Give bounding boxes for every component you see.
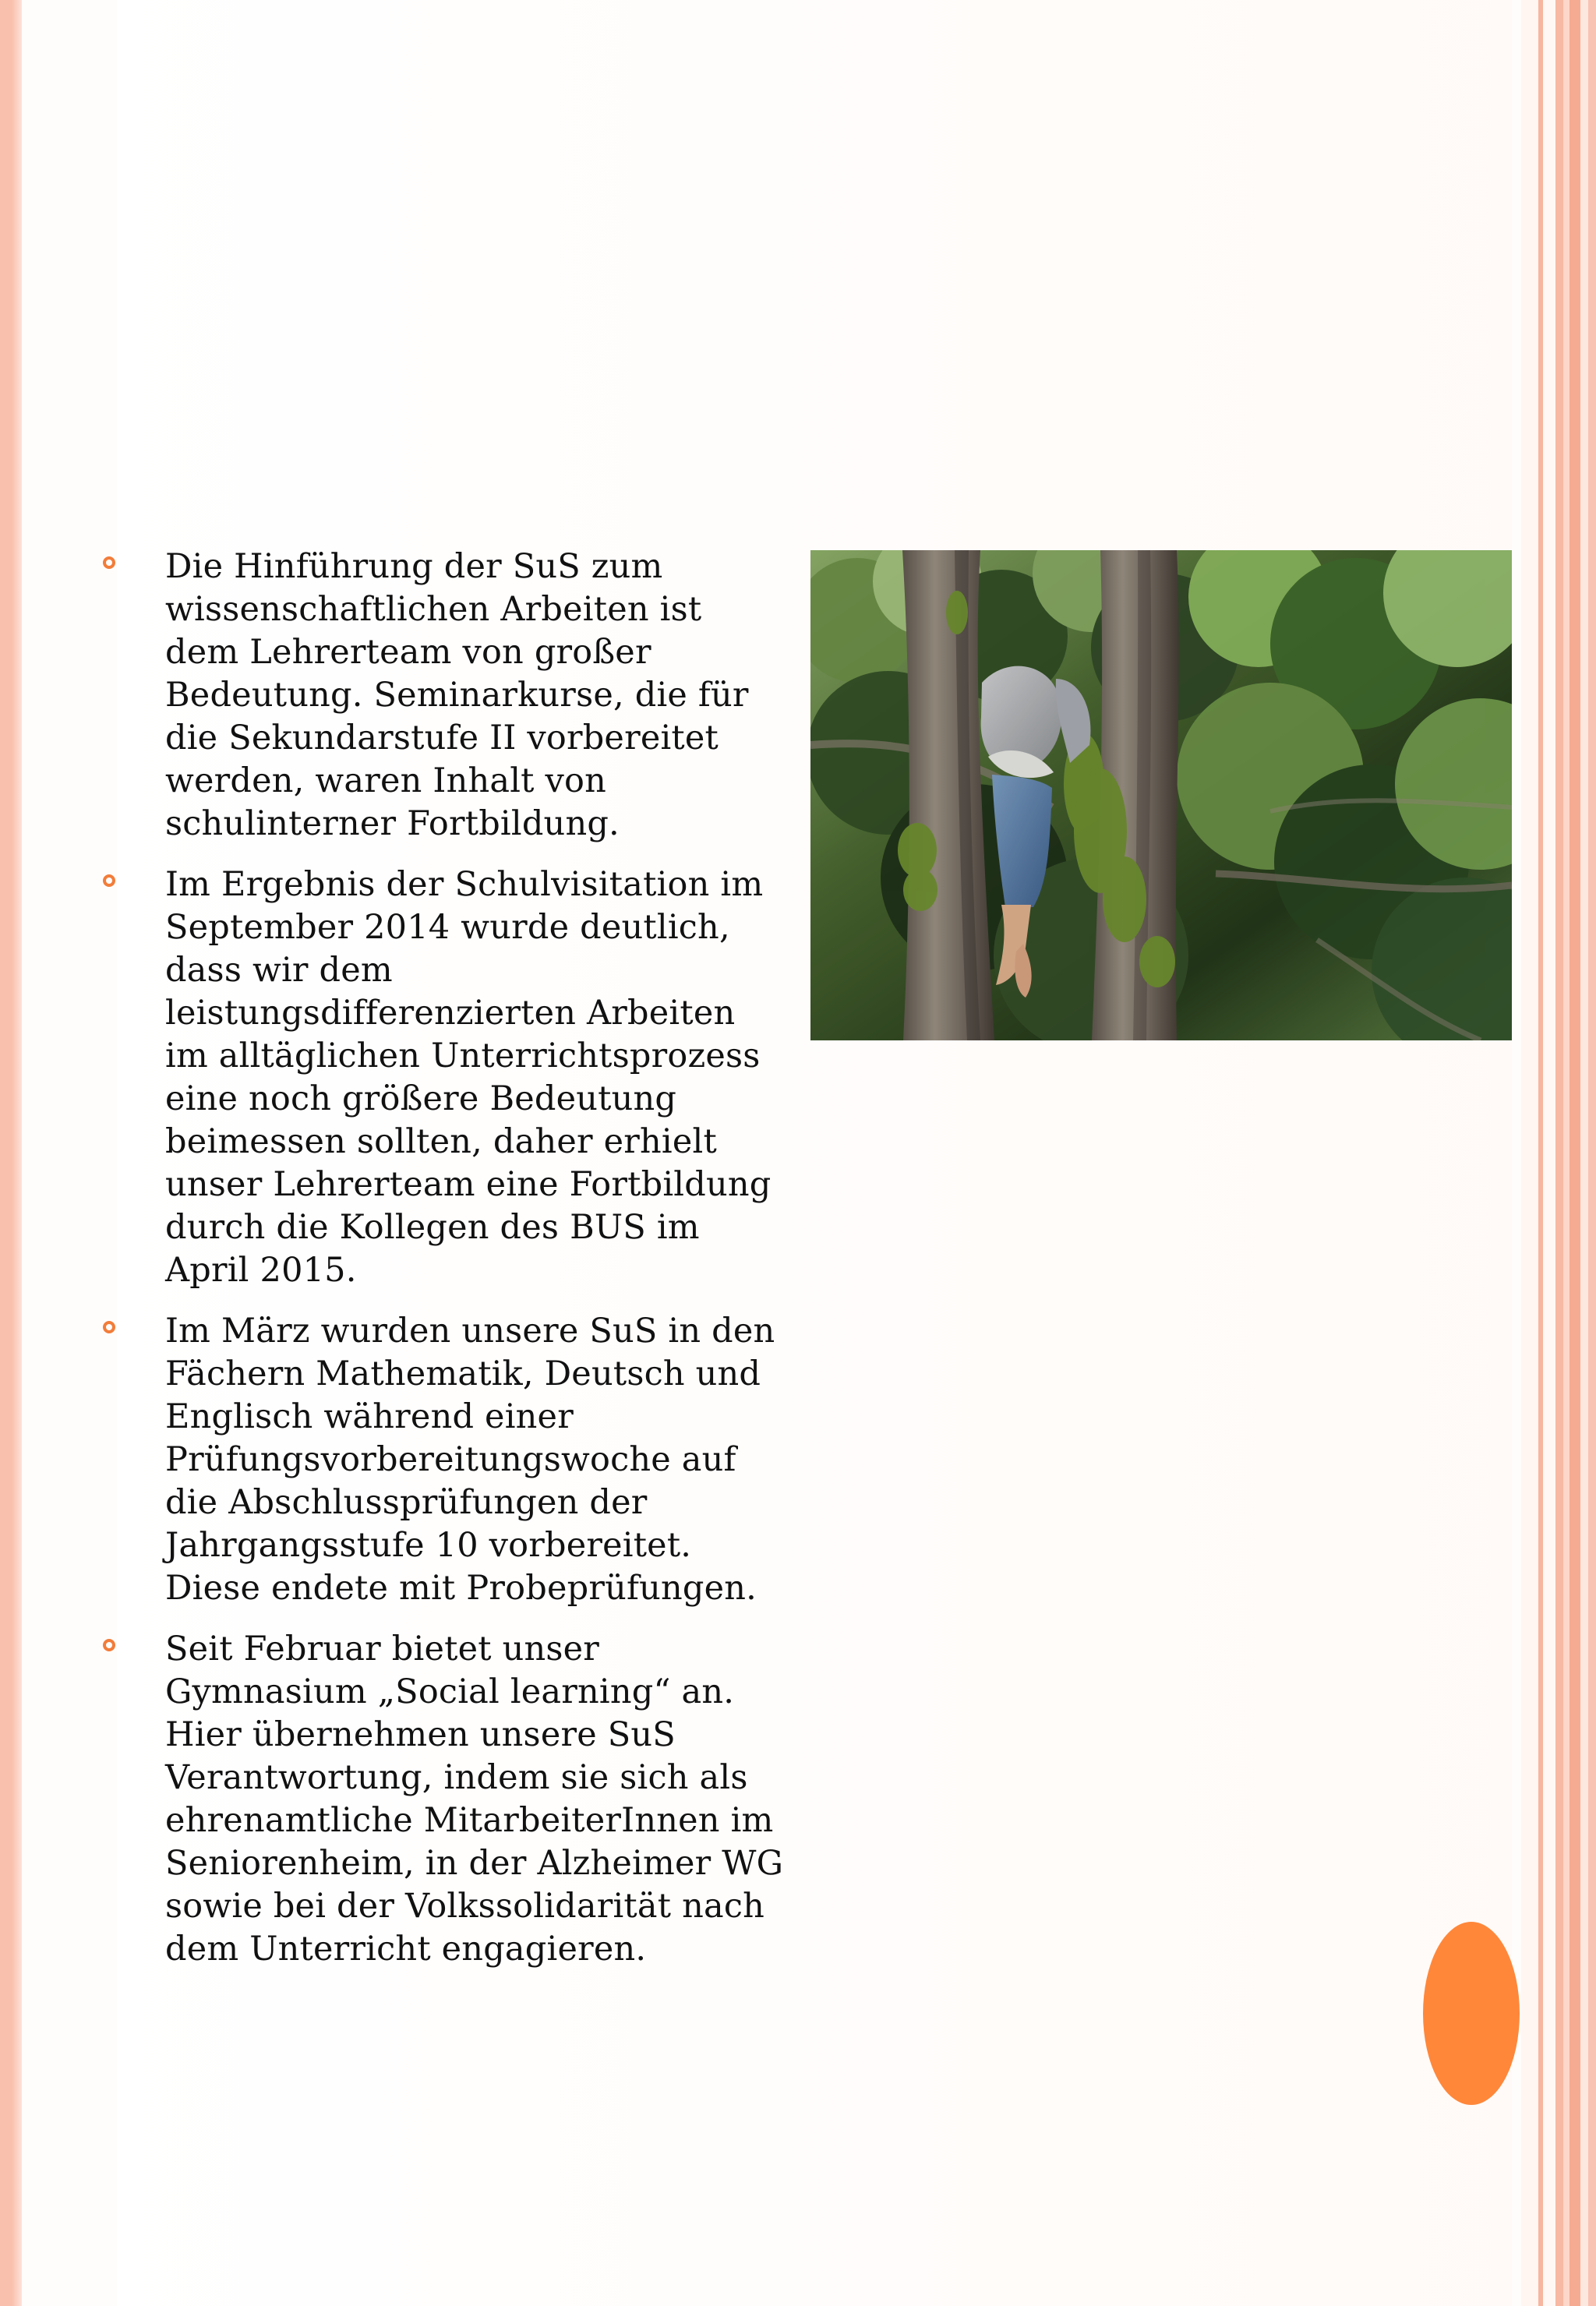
bullet-text-social-learning: Seit Februar bietet unser Gymnasium „Social learning“ an. Hier übernehmen unsere SuS Verantwortung, indem sie sich als ehrenamtliche MitarbeiterInnen im Seniorenheim, in der Alzheimer WG sowie bei der Volkssolidarität nach dem Unterricht engagieren.	[165, 1630, 784, 1969]
forest-tree-climbing-photo	[810, 550, 1512, 1040]
orange-ring-bullet-icon	[103, 556, 115, 569]
photo-illustration	[810, 550, 1512, 1040]
bullet-item-schulvisitation	[103, 863, 785, 1292]
orange-decorative-oval	[1423, 1922, 1520, 2105]
orange-ring-bullet-icon	[103, 874, 115, 887]
bullet-item-seminarkurse	[103, 546, 785, 846]
bullet-text-schulvisitation: Im Ergebnis der Schulvisitation im September 2014 wurde deutlich, dass wir dem leistungsdifferenzierten Arbeiten im alltäglichen Unterrichtsprozess eine noch größere Bedeutung beimessen sollten, daher erhielt unser Lehrerteam eine Fortbildung durch die Kollegen des BUS im April 2015.	[165, 865, 772, 1290]
orange-ring-bullet-icon	[103, 1321, 115, 1333]
bullet-item-pruefungsvorbereitung	[103, 1310, 785, 1610]
left-border	[0, 0, 22, 2306]
bullet-item-social-learning	[103, 1628, 785, 1971]
bullet-text-seminarkurse: Die Hinführung der SuS zum wissenschaftlichen Arbeiten ist dem Lehrerteam von großer Bedeutung. Seminarkurse, die für die Sekundarstufe II vorbereitet werden, waren Inhalt von schulinterner Fortbildung.	[165, 547, 749, 843]
bullet-list	[103, 546, 785, 1989]
bullet-text-pruefungsvorbereitung: Im März wurden unsere SuS in den Fächern Mathematik, Deutsch und Englisch während einer Prüfungsvorbereitungswoche auf die Abschlussprüfungen der Jahrgangsstufe 10 vorbereitet. Diese endete mit Probeprüfungen.	[165, 1312, 775, 1608]
right-decorative-stripes	[1521, 0, 1596, 2306]
orange-ring-bullet-icon	[103, 1639, 115, 1651]
